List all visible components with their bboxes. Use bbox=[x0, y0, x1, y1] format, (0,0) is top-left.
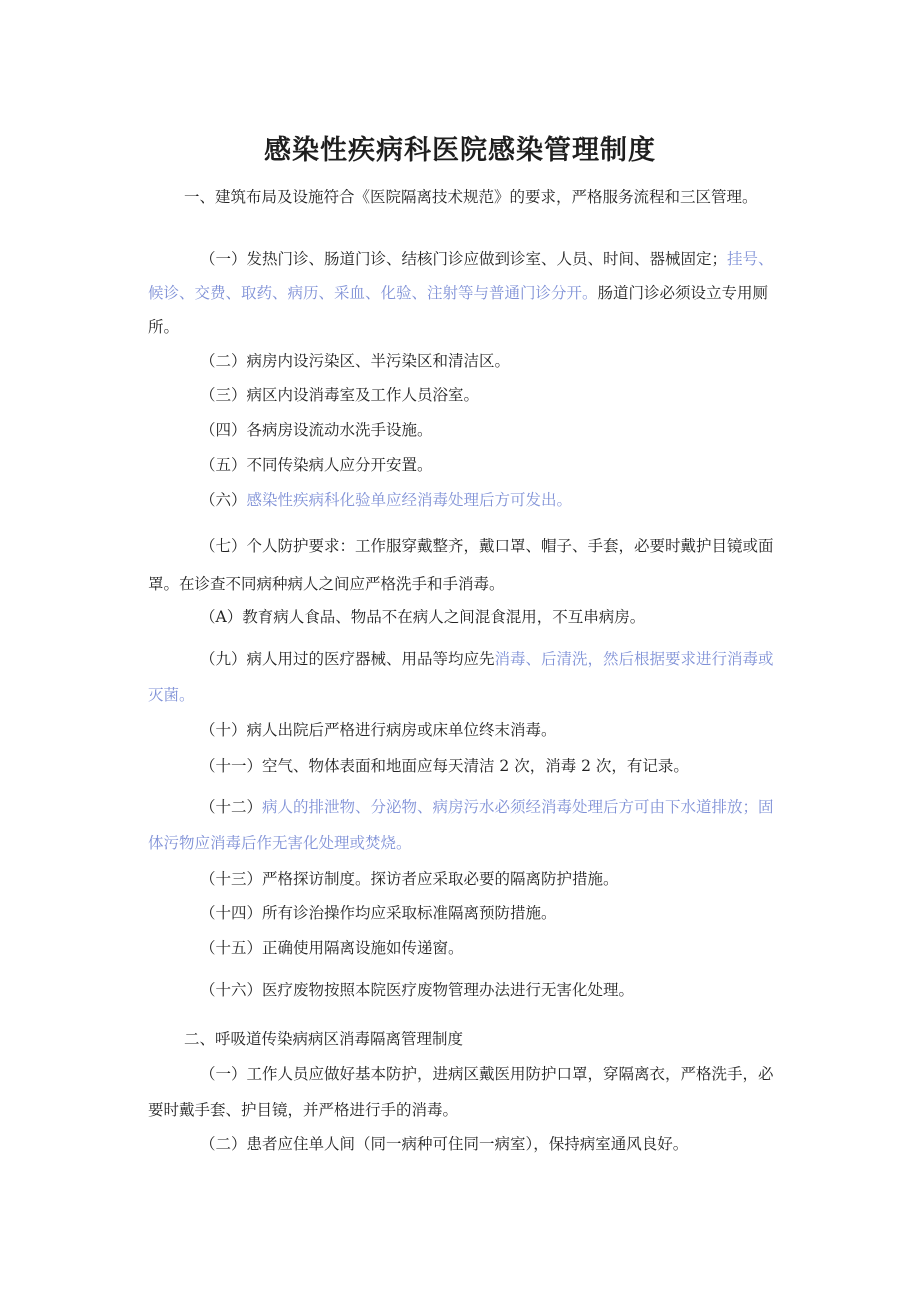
paragraph-1-11: （十一）空气、物体表面和地面应每天清洁 2 次，消毒 2 次，有记录。 bbox=[200, 757, 689, 775]
paragraph-1-14: （十四）所有诊治操作均应采取标准隔离预防措施。 bbox=[200, 904, 557, 922]
paragraph-1-10: （十）病人出院后严格进行病房或床单位终末消毒。 bbox=[200, 721, 557, 739]
paragraph-1-3: （三）病区内设消毒室及工作人员浴室。 bbox=[200, 386, 480, 404]
paragraph-1-15: （十五）正确使用隔离设施如传递窗。 bbox=[200, 939, 464, 957]
highlight-text: 病人的排泄物、分泌物、病房污水必须经消毒处理后方可由下水道排放；固体污物应消毒后作无害化处理或焚烧。 bbox=[148, 798, 774, 852]
paragraph-2-2: （二）患者应住单人间（同一病种可住同一病室），保持病室通风良好。 bbox=[200, 1135, 689, 1153]
paragraph-1-1: （一）发热门诊、肠道门诊、结核门诊应做到诊室、人员、时间、器械固定；挂号、候诊、交费、取药、病历、采血、化验、注射等与普通门诊分开。肠道门诊必须设立专用厕所。 bbox=[148, 250, 774, 336]
paragraph-1-7: （七）个人防护要求：工作服穿戴整齐，戴口罩、帽子、手套，必要时戴护目镜或面罩。在诊查不同病种病人之间应严格洗手和手消毒。 bbox=[148, 537, 774, 593]
paragraph-1-2: （二）病房内设污染区、半污染区和清洁区。 bbox=[200, 352, 511, 370]
paragraph-1-13: （十三）严格探访制度。探访者应采取必要的隔离防护措施。 bbox=[200, 870, 619, 888]
paragraph-1-9: （九）病人用过的医疗器械、用品等均应先消毒、后清洗，然后根据要求进行消毒或灭菌。 bbox=[148, 650, 774, 704]
paragraph-1-12: （十二）病人的排泄物、分泌物、病房污水必须经消毒处理后方可由下水道排放；固体污物应消毒后作无害化处理或焚烧。 bbox=[148, 798, 774, 852]
paragraph-1-5: （五）不同传染病人应分开安置。 bbox=[200, 456, 433, 474]
paragraph-1-8: （A）教育病人食品、物品不在病人之间混食混用，不互串病房。 bbox=[200, 608, 646, 626]
highlight-text: 消毒、后清洗，然后根据要求进行消毒或灭菌。 bbox=[148, 650, 774, 704]
section-2-heading: 二、呼吸道传染病病区消毒隔离管理制度 bbox=[184, 1030, 464, 1048]
paragraph-1-16: （十六）医疗废物按照本院医疗废物管理办法进行无害化处理。 bbox=[200, 981, 635, 999]
document-title: 感染性疾病科医院感染管理制度 bbox=[264, 135, 656, 166]
paragraph-1-4: （四）各病房设流动水洗手设施。 bbox=[200, 421, 433, 439]
section-1-heading: 一、建筑布局及设施符合《医院隔离技术规范》的要求，严格服务流程和三区管理。 bbox=[184, 188, 758, 206]
paragraph-2-1: （一）工作人员应做好基本防护，进病区戴医用防护口罩，穿隔离衣，严格洗手，必要时戴手套、护目镜，并严格进行手的消毒。 bbox=[148, 1065, 774, 1119]
paragraph-1-6: （六）感染性疾病科化验单应经消毒处理后方可发出。 bbox=[200, 491, 573, 509]
highlight-text: 感染性疾病科化验单应经消毒处理后方可发出。 bbox=[246, 491, 573, 509]
highlight-text: 挂号、候诊、交费、取药、病历、采血、化验、注射等与普通门诊分开。 bbox=[148, 250, 774, 302]
